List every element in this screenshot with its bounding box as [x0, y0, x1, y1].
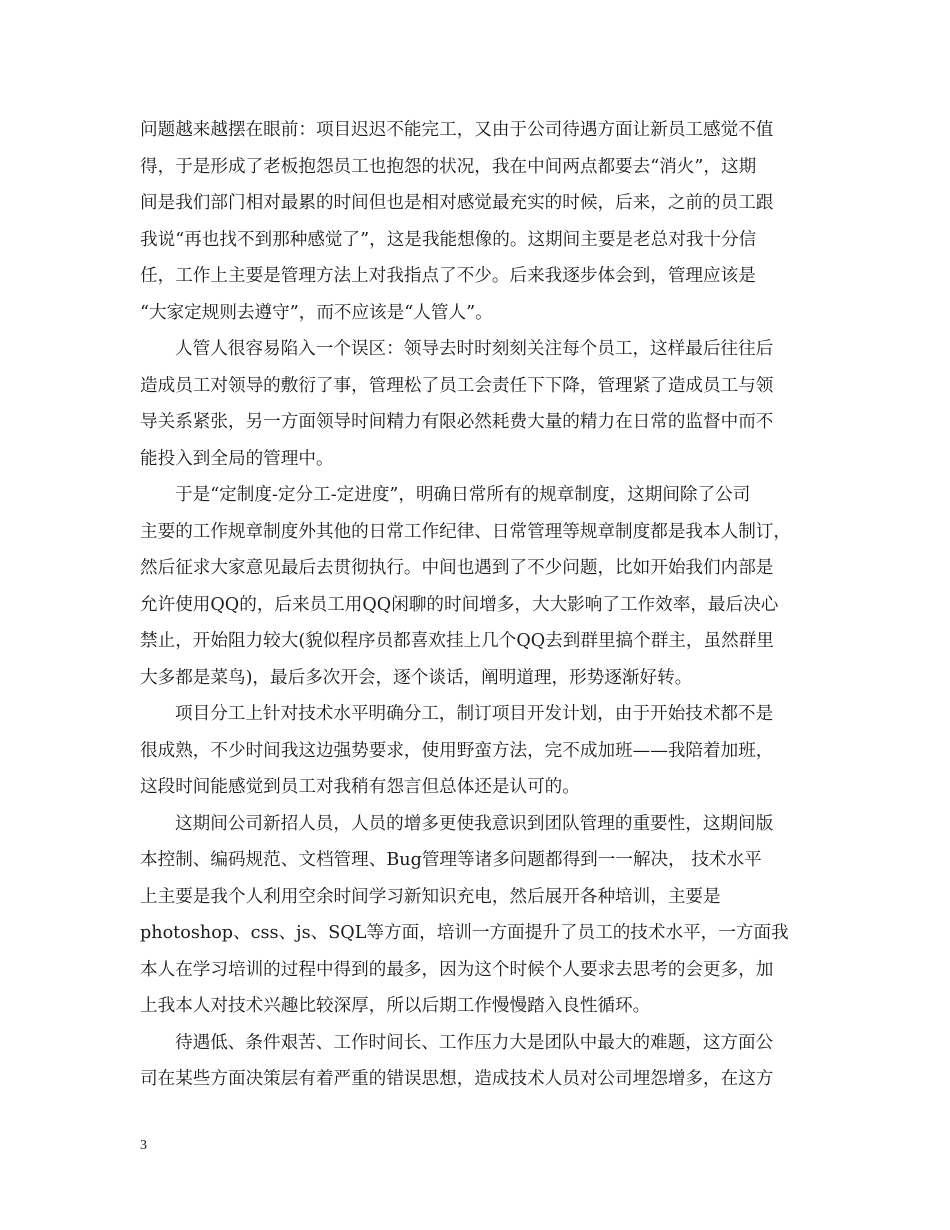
text-line: 能投入到全局的管理中。 — [140, 448, 334, 469]
text-line: 得，于是形成了老板抱怨员工也抱怨的状况，我在中间两点都要去“消火”，这期 — [140, 156, 757, 177]
text-line: 司在某些方面决策层有着严重的错误思想，造成技术人员对公司埋怨增多，在这方 — [140, 1069, 774, 1089]
paragraph-first-line: 于是“定制度-定分工-定进度”，明确日常所有的规章制度，这期间除了公司 — [175, 485, 751, 505]
text-line: 很成熟，不少时间我这边强势要求，使用野蛮方法，完不成加班——我陪着加班， — [140, 740, 774, 761]
text-line: 然后征求大家意见最后去贯彻执行。中间也遇到了不少问题，比如开始我们内部是 — [140, 558, 774, 578]
body-text — [140, 112, 830, 1098]
paragraph-first-line: 这期间公司新招人员，人员的增多更使我意识到团队管理的重要性，这期间版 — [175, 813, 774, 834]
text-line: 这段时间能感觉到员工对我稍有怨言但总体还是认可的。 — [140, 777, 580, 797]
text-line: 禁止，开始阻力较大(貌似程序员都喜欢挂上几个QQ去到群里搞个群主，虽然群里 — [140, 631, 774, 651]
text-line: “大家定规则去遵守”，而不应该是“人管人”。 — [140, 302, 493, 323]
text-line: 允许使用QQ的，后来员工用QQ闲聊的时间增多，大大影响了工作效率，最后决心 — [140, 594, 779, 615]
text-line: photoshop、css、js、SQL等方面，培训一方面提升了员工的技术水平，一方面我 — [140, 923, 789, 943]
paragraph-first-line: 待遇低、条件艰苦、工作时间长、工作压力大是团队中最大的难题，这方面公 — [175, 1032, 774, 1053]
paragraph-first-line: 项目分工上针对技术水平明确分工，制订项目开发计划，由于开始技术都不是 — [175, 704, 774, 724]
text-line: 问题越来越摆在眼前：项目迟迟不能完工，又由于公司待遇方面让新员工感觉不值 — [140, 120, 774, 140]
text-line: 导关系紧张，另一方面领导时间精力有限必然耗费大量的精力在日常的监督中而不 — [140, 412, 774, 432]
text-line: 大多都是菜鸟)，最后多次开会，逐个谈话，阐明道理，形势逐渐好转。 — [140, 667, 693, 688]
text-line: 上主要是我个人利用空余时间学习新知识充电，然后展开各种培训，主要是 — [140, 886, 721, 907]
text-line: 任，工作上主要是管理方法上对我指点了不少。后来我逐步体会到，管理应该是 — [140, 266, 756, 286]
text-line: 间是我们部门相对最累的时间但也是相对感觉最充实的时候，后来，之前的员工跟 — [140, 193, 774, 213]
page-number: 3 — [140, 1138, 147, 1153]
text-line: 主要的工作规章制度外其他的日常工作纪律、日常管理等规章制度都是我本人制订， — [140, 521, 791, 542]
text-line: 造成员工对领导的敷衍了事，管理松了员工会责任下下降，管理紧了造成员工与领 — [140, 375, 774, 396]
paragraph-first-line: 人管人很容易陷入一个误区：领导去时时刻刻关注每个员工，这样最后往往后 — [175, 339, 774, 359]
text-line: 本控制、编码规范、文档管理、Bug管理等诸多问题都得到一一解决， 技术水平 — [140, 850, 762, 870]
text-line: 我说“再也找不到那种感觉了”，这是我能想像的。这期间主要是老总对我十分信 — [140, 229, 757, 250]
text-line: 本人在学习培训的过程中得到的最多，因为这个时候个人要求去思考的会更多，加 — [140, 959, 774, 980]
text-line: 上我本人对技术兴趣比较深厚，所以后期工作慢慢踏入良性循环。 — [140, 996, 651, 1016]
